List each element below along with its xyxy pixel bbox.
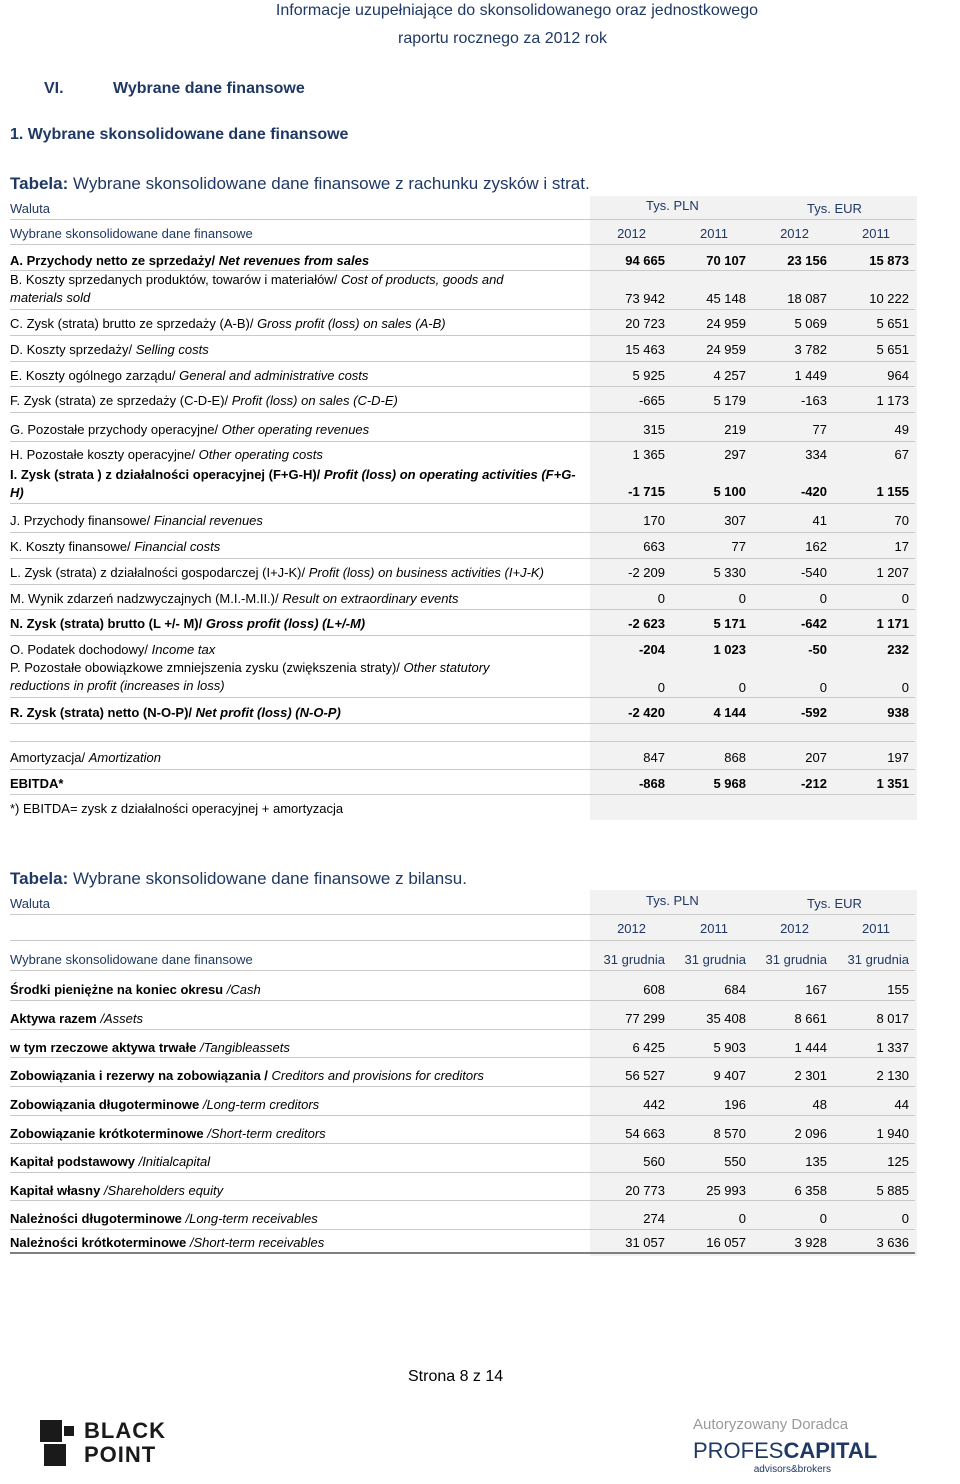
table1-ebitda-label: EBITDA* <box>10 776 64 791</box>
table1-row-label: M. Wynik zdarzeń nadzwyczajnych (M.I.-M.II.)/ Result on extraordinary events <box>10 591 459 606</box>
table1-caption <box>10 174 590 194</box>
table1-value-3: -592 <box>800 705 827 720</box>
table1-value-1: 0 <box>657 591 665 606</box>
table2-row <box>10 1153 915 1171</box>
table1-value-2: 0 <box>738 591 746 606</box>
table1-row-divider <box>10 697 915 698</box>
table1-row-divider <box>10 361 915 362</box>
table1-value-2: 5 330 <box>713 565 746 580</box>
table1-value-1: -1 715 <box>628 484 665 499</box>
table2-date-2: 31 grudnia <box>684 952 746 967</box>
table1-col-title: Wybrane skonsolidowane dane finansowe <box>10 226 253 241</box>
table1-value-4: 1 207 <box>876 565 909 580</box>
blackpoint-mark-icon <box>40 1420 76 1468</box>
table1-amort-value-1: 847 <box>643 750 665 765</box>
table2-row-divider <box>10 1229 915 1230</box>
table2-value-2: 9 407 <box>713 1068 746 1083</box>
table2-row <box>10 1096 915 1114</box>
table1-rule-header <box>10 244 915 245</box>
table2-row-label: Środki pieniężne na koniec okresu /Cash <box>10 982 261 997</box>
table2-row <box>10 1210 915 1228</box>
table1-value-3: -163 <box>800 393 827 408</box>
table1-row-divider <box>10 584 915 585</box>
table1-value-4: 5 651 <box>876 316 909 331</box>
table1-value-3: -420 <box>800 484 827 499</box>
table1-row <box>10 367 915 385</box>
table2-value-2: 550 <box>724 1154 746 1169</box>
section-title: Wybrane dane finansowe <box>113 80 305 97</box>
table1-value-1: 15 463 <box>625 342 665 357</box>
table1-row <box>10 392 915 410</box>
table2-value-3: 167 <box>805 982 827 997</box>
table1-value-3: 0 <box>819 591 827 606</box>
table2-currency-label: Waluta <box>10 896 50 911</box>
table1-row-divider <box>10 441 915 442</box>
table1-row-label: N. Zysk (strata) brutto (L +/- M)/ Gross profit (loss) (L+/-M) <box>10 616 366 631</box>
table1-value-4: 49 <box>894 422 909 437</box>
table1-row-label: H. Pozostałe koszty operacyjne/ Other operating costs <box>10 447 323 462</box>
table2-pln-header: Tys. PLN <box>646 893 699 908</box>
table2-value-4: 8 017 <box>876 1011 909 1026</box>
table1-row-label: K. Koszty finansowe/ Financial costs <box>10 539 221 554</box>
table1-currency-label: Waluta <box>10 201 50 216</box>
table2-value-1: 31 057 <box>625 1235 665 1250</box>
table1-row-label: G. Pozostałe przychody operacyjne/ Other operating revenues <box>10 422 370 437</box>
table2-caption-text: Wybrane skonsolidowane dane finansowe z bilansu. <box>68 869 467 888</box>
table1-ebitda-value-3: -212 <box>800 776 827 791</box>
table1-row-label: C. Zysk (strata) brutto ze sprzedaży (A-B)/ Gross profit (loss) on sales (A-B) <box>10 316 446 331</box>
profescapital-text-b: CAPITAL <box>783 1438 878 1463</box>
table1-value-3: 18 087 <box>787 291 827 306</box>
table2-row <box>10 1234 915 1252</box>
table1-value-1: -2 420 <box>628 705 665 720</box>
table2-row <box>10 1039 915 1057</box>
table1-value-4: 67 <box>894 447 909 462</box>
table2-row <box>10 1067 915 1085</box>
table1-value-4: 232 <box>887 642 909 657</box>
table1-value-4: 15 873 <box>869 253 909 268</box>
table1-row-divider <box>10 386 915 387</box>
table2-value-3: 3 928 <box>794 1235 827 1250</box>
table1-value-1: 20 723 <box>625 316 665 331</box>
table2-value-2: 8 570 <box>713 1126 746 1141</box>
table1-value-4: 1 155 <box>876 484 909 499</box>
table2-value-4: 125 <box>887 1154 909 1169</box>
table2-value-3: 0 <box>819 1211 827 1226</box>
table1-row-divider <box>10 412 915 413</box>
table1-value-3: 41 <box>812 513 827 528</box>
table2-date-3: 31 grudnia <box>765 952 827 967</box>
table1-value-3: 0 <box>819 680 827 695</box>
table1-value-4: 1 171 <box>876 616 909 631</box>
table1-value-3: 3 782 <box>794 342 827 357</box>
table2-value-3: 2 096 <box>794 1126 827 1141</box>
table2-caption-bold: Tabela: <box>10 869 69 888</box>
page-number: Strona 8 z 14 <box>408 1368 504 1385</box>
table2-row-divider <box>10 1115 915 1116</box>
table1-value-3: -642 <box>800 616 827 631</box>
table2-value-2: 5 903 <box>713 1040 746 1055</box>
header-line-2: raportu rocznego za 2012 rok <box>397 30 607 47</box>
table2-row-divider <box>10 1000 915 1001</box>
table2-value-4: 155 <box>887 982 909 997</box>
table1-row-label: R. Zysk (strata) netto (N-O-P)/ Net profit (loss) (N-O-P) <box>10 705 341 720</box>
table1-row <box>10 446 915 464</box>
table2-year-4: 2011 <box>862 921 890 936</box>
table1-ebitda-divider <box>10 794 915 795</box>
blackpoint-text-2: POINT <box>84 1442 157 1467</box>
table2-row-label: Zobowiązania długoterminowe /Long-term creditors <box>10 1097 320 1112</box>
table1-year-3: 2012 <box>780 226 809 241</box>
table1-row-label: J. Przychody finansowe/ Financial revenues <box>10 513 263 528</box>
table1-row <box>10 252 915 270</box>
table2-value-4: 1 940 <box>876 1126 909 1141</box>
table1-value-2: 70 107 <box>706 253 746 268</box>
table1-value-2: 4 257 <box>713 368 746 383</box>
table1-row <box>10 659 915 697</box>
table2-value-1: 274 <box>643 1211 665 1226</box>
table1-ebitda-value-4: 1 351 <box>876 776 909 791</box>
table2-value-3: 8 661 <box>794 1011 827 1026</box>
table1-value-4: 964 <box>887 368 909 383</box>
table1-value-1: -204 <box>638 642 665 657</box>
table1-header-row <box>10 225 915 245</box>
table1-year-4: 2011 <box>862 226 890 241</box>
table1-value-2: 297 <box>724 447 746 462</box>
table2-row-divider <box>10 1086 915 1087</box>
table2-years-row <box>10 920 915 940</box>
header-line-1: Informacje uzupełniające do skonsolidowanego oraz jednostkowego <box>275 2 758 19</box>
subsection-title: 1. Wybrane skonsolidowane dane finansowe <box>10 126 349 143</box>
table2-row-label: Zobowiązanie krótkoterminowe /Short-term creditors <box>10 1126 326 1141</box>
table1-value-1: 663 <box>643 539 665 554</box>
table1-row <box>10 704 915 722</box>
table1-value-1: 5 925 <box>632 368 665 383</box>
table1-row-label: F. Zysk (strata) ze sprzedaży (C-D-E)/ Profit (loss) on sales (C-D-E) <box>10 393 398 408</box>
table1-value-2: 219 <box>724 422 746 437</box>
table2-col-title: Wybrane skonsolidowane dane finansowe <box>10 952 253 967</box>
advisor-label: Autoryzowany Doradca <box>693 1416 849 1433</box>
profescapital-subtitle: advisors&brokers <box>753 1464 831 1475</box>
table2-value-4: 5 885 <box>876 1183 909 1198</box>
table1-value-4: 17 <box>894 539 909 554</box>
table2-row <box>10 1182 915 1200</box>
table1-amort-value-2: 868 <box>724 750 746 765</box>
table2-value-2: 0 <box>738 1211 746 1226</box>
table1-value-2: 24 959 <box>706 316 746 331</box>
table2-row-divider <box>10 1200 915 1201</box>
table1-value-2: 5 100 <box>713 484 746 499</box>
table1-row-divider <box>10 532 915 533</box>
table1-row <box>10 270 915 308</box>
table2-row-label: Aktywa razem /Assets <box>10 1011 143 1026</box>
table1-value-4: 1 173 <box>876 393 909 408</box>
table2-rule-bottom <box>10 1252 915 1254</box>
table1-value-4: 70 <box>894 513 909 528</box>
table1-row-divider <box>10 558 915 559</box>
table1-value-3: 5 069 <box>794 316 827 331</box>
table1-value-3: 23 156 <box>787 253 827 268</box>
table2-value-1: 56 527 <box>625 1068 665 1083</box>
table2-value-1: 6 425 <box>632 1040 665 1055</box>
table1-value-1: -2 623 <box>628 616 665 631</box>
table1-row-label: D. Koszty sprzedaży/ Selling costs <box>10 342 209 357</box>
table1-year-1: 2012 <box>617 226 646 241</box>
table1-row <box>10 590 915 608</box>
table2-row-label: Kapitał podstawowy /Initialcapital <box>10 1154 211 1169</box>
table1-caption-text: Wybrane skonsolidowane dane finansowe z rachunku zysków i strat. <box>68 174 590 193</box>
blackpoint-logo <box>40 1418 210 1472</box>
table2-value-3: 135 <box>805 1154 827 1169</box>
table1-value-4: 938 <box>887 705 909 720</box>
table1-value-4: 10 222 <box>869 291 909 306</box>
table1-footnote: *) EBITDA= zysk z działalności operacyjnej + amortyzacja <box>10 801 344 816</box>
table1-row <box>10 641 915 659</box>
table1-row <box>10 615 915 633</box>
table1-value-2: 24 959 <box>706 342 746 357</box>
table2-caption <box>10 869 467 889</box>
table1-row-divider <box>10 635 915 636</box>
table1-row <box>10 315 915 333</box>
table2-row-label: Kapitał własny /Shareholders equity <box>10 1183 224 1198</box>
table1-gap-divider <box>10 741 915 742</box>
table1-value-2: 4 144 <box>713 705 746 720</box>
table1-row-label: B. Koszty sprzedanych produktów, towarów i materiałów/ Cost of products, goods and materials sold <box>10 272 504 305</box>
table2-value-2: 684 <box>724 982 746 997</box>
table2-year-3: 2012 <box>780 921 809 936</box>
table2-value-4: 2 130 <box>876 1068 909 1083</box>
table2-value-1: 54 663 <box>625 1126 665 1141</box>
table1-value-1: 73 942 <box>625 291 665 306</box>
table1-row-label: P. Pozostałe obowiązkowe zmniejszenia zysku (zwiększenia straty)/ Other statutory reductions in profit (increases in loss) <box>10 660 490 693</box>
table1-row <box>10 512 915 530</box>
table1-row-divider <box>10 723 915 724</box>
table1-value-2: 1 023 <box>713 642 746 657</box>
table1-ebitda-value-1: -868 <box>638 776 665 791</box>
table1-row-label: L. Zysk (strata) z działalności gospodarczej (I+J-K)/ Profit (loss) on business activities (I+J-K) <box>10 565 544 580</box>
table1-value-1: 315 <box>643 422 665 437</box>
table1-ebitda-row <box>10 775 915 793</box>
table1-value-2: 5 179 <box>713 393 746 408</box>
table2-value-4: 44 <box>894 1097 909 1112</box>
table2-rule-header <box>10 970 915 971</box>
table2-value-3: 1 444 <box>794 1040 827 1055</box>
table2-value-4: 3 636 <box>876 1235 909 1250</box>
table1-value-2: 0 <box>738 680 746 695</box>
table2-value-2: 35 408 <box>706 1011 746 1026</box>
table1-eur-header: Tys. EUR <box>807 201 862 216</box>
table1-row-label: O. Podatek dochodowy/ Income tax <box>10 642 216 657</box>
table1-value-2: 5 171 <box>713 616 746 631</box>
table2-row <box>10 1010 915 1028</box>
table2-row-divider <box>10 1057 915 1058</box>
table1-value-4: 5 651 <box>876 342 909 357</box>
blackpoint-text-1: BLACK <box>84 1418 166 1443</box>
table1-value-1: 1 365 <box>632 447 665 462</box>
table2-row <box>10 1125 915 1143</box>
table2-value-4: 1 337 <box>876 1040 909 1055</box>
table2-value-2: 25 993 <box>706 1183 746 1198</box>
table2-year-2: 2011 <box>700 921 728 936</box>
table2-value-1: 608 <box>643 982 665 997</box>
table1-row <box>10 538 915 556</box>
table1-rule-top <box>10 219 915 220</box>
table1-row-label: I. Zysk (strata ) z działalności operacyjnej (F+G-H)/ Profit (loss) on operating activities (F+G- H) <box>10 467 576 500</box>
table1-value-1: 170 <box>643 513 665 528</box>
table1-row <box>10 564 915 582</box>
table1-row <box>10 465 915 503</box>
table1-row <box>10 421 915 439</box>
table1-value-1: -665 <box>638 393 665 408</box>
profescapital-logo <box>693 1438 878 1478</box>
table2-value-1: 77 299 <box>625 1011 665 1026</box>
section-number: VI. <box>44 80 64 97</box>
table2-row-divider <box>10 1143 915 1144</box>
profescapital-text-a: PROFES <box>693 1438 784 1463</box>
table2-value-1: 20 773 <box>625 1183 665 1198</box>
table1-row <box>10 341 915 359</box>
table1-value-3: 334 <box>805 447 827 462</box>
table1-value-3: 1 449 <box>794 368 827 383</box>
table1-value-1: 0 <box>657 680 665 695</box>
table2-value-3: 6 358 <box>794 1183 827 1198</box>
table2-value-4: 0 <box>901 1211 909 1226</box>
table1-ebitda-value-2: 5 968 <box>713 776 746 791</box>
table1-value-2: 307 <box>724 513 746 528</box>
table2-row-divider <box>10 1029 915 1030</box>
table2-row <box>10 981 915 999</box>
table1-row-divider <box>10 335 915 336</box>
table2-value-3: 2 301 <box>794 1068 827 1083</box>
table1-value-3: -50 <box>808 642 827 657</box>
table1-year-2: 2011 <box>700 226 728 241</box>
table2-date-1: 31 grudnia <box>603 952 665 967</box>
table1-row-label: A. Przychody netto ze sprzedaży/ Net revenues from sales <box>10 253 370 268</box>
table1-row-label: E. Koszty ogólnego zarządu/ General and administrative costs <box>10 368 369 383</box>
table2-date-4: 31 grudnia <box>847 952 909 967</box>
table2-row-label: w tym rzeczowe aktywa trwałe /Tangibleassets <box>10 1040 290 1055</box>
table1-amort-label: Amortyzacja/ Amortization <box>10 750 161 765</box>
table2-rule-top <box>10 914 915 915</box>
table1-amort-row <box>10 749 915 767</box>
table2-value-2: 16 057 <box>706 1235 746 1250</box>
table2-row-label: Należności krótkoterminowe /Short-term receivables <box>10 1235 325 1250</box>
table2-row-label: Zobowiązania i rezerwy na zobowiązania / Creditors and provisions for creditors <box>10 1068 484 1083</box>
table1-value-1: 94 665 <box>625 253 665 268</box>
table2-eur-header: Tys. EUR <box>807 896 862 911</box>
table1-amort-divider <box>10 769 915 770</box>
table1-value-4: 0 <box>901 591 909 606</box>
table1-value-3: -540 <box>800 565 827 580</box>
table1-value-2: 45 148 <box>706 291 746 306</box>
table1-value-1: -2 209 <box>628 565 665 580</box>
table2-rule-years <box>10 940 915 941</box>
table1-pln-header: Tys. PLN <box>646 198 699 213</box>
table1-row-divider <box>10 503 915 504</box>
table2-value-1: 442 <box>643 1097 665 1112</box>
table1-row-divider <box>10 309 915 310</box>
table2-value-3: 48 <box>812 1097 827 1112</box>
table1-amort-value-3: 207 <box>805 750 827 765</box>
table2-value-1: 560 <box>643 1154 665 1169</box>
table2-header-row <box>10 951 915 971</box>
table1-value-2: 77 <box>731 539 746 554</box>
table2-year-1: 2012 <box>617 921 646 936</box>
table2-value-2: 196 <box>724 1097 746 1112</box>
table1-value-4: 0 <box>901 680 909 695</box>
table1-caption-bold: Tabela: <box>10 174 69 193</box>
table2-row-label: Należności długoterminowe /Long-term receivables <box>10 1211 318 1226</box>
table2-row-divider <box>10 1172 915 1173</box>
table1-value-3: 162 <box>805 539 827 554</box>
table1-amort-value-4: 197 <box>887 750 909 765</box>
table1-row-divider <box>10 609 915 610</box>
table1-value-3: 77 <box>812 422 827 437</box>
